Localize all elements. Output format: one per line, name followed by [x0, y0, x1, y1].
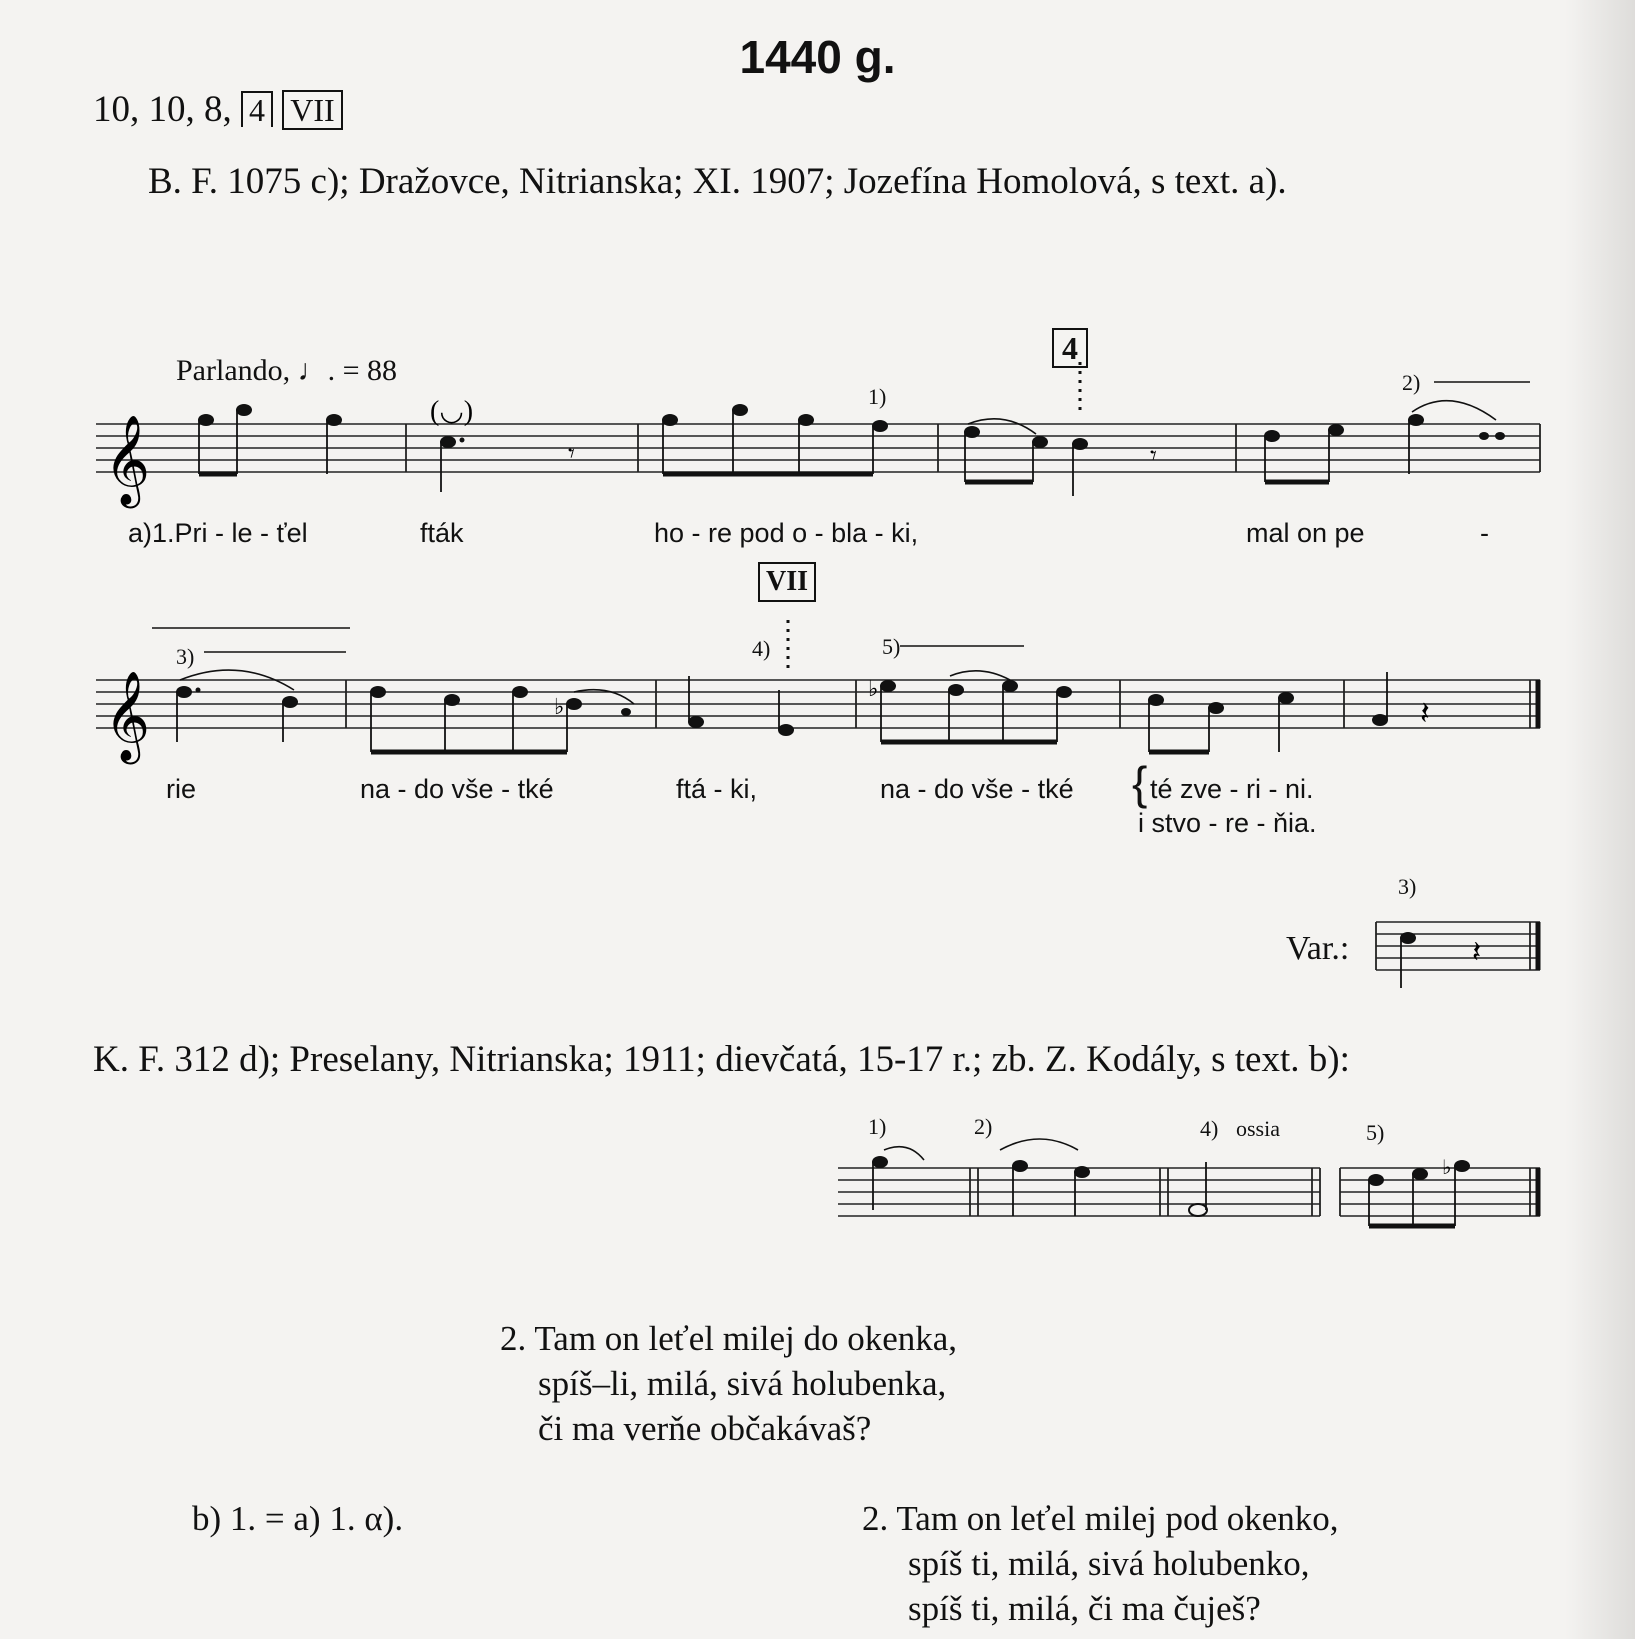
lyric-s2-6: i stvo - re - ňia.	[1138, 808, 1317, 838]
lyric-s2-3: ftá - ki,	[676, 774, 758, 804]
verse-b1: b) 1. = a) 1. α).	[192, 1499, 404, 1538]
treble-clef-icon-2: 𝄞	[104, 671, 151, 761]
lyric-s1-1: a)1.Pri - le - ťel	[128, 518, 308, 548]
verse-b2-line-2: spíš ti, milá, sivá holubenko,	[908, 1544, 1310, 1583]
svg-text:𝄽: 𝄽	[1472, 936, 1482, 969]
meter-numbers: 10, 10, 8,	[93, 89, 232, 130]
variant-label: Var.:	[1286, 930, 1350, 967]
source-b-footnote-1: 1)	[868, 1114, 887, 1139]
fermata-icon: (◡)	[430, 396, 474, 427]
meter-box-marker: VII	[282, 90, 342, 130]
lyric-s1-2: fták	[420, 518, 464, 548]
source-a-line: B. F. 1075 c); Dražovce, Nitrianska; XI. 1907; Jozefína Homolová, s text. a).	[148, 161, 1287, 202]
system2-footnote-5: 5)	[882, 634, 901, 659]
staff-system-1	[96, 362, 1540, 509]
lyric-brace: {	[1132, 757, 1148, 809]
rest-icon: 𝄾	[568, 439, 575, 468]
svg-text:♭: ♭	[554, 694, 565, 719]
page-title: 1440 g.	[739, 31, 896, 83]
source-b-footnote-5: 5)	[1366, 1120, 1385, 1145]
source-b-line: K. F. 312 d); Preselany, Nitrianska; 1911; dievčatá, 15-17 r.; zb. Z. Kodály, s text. b):	[93, 1039, 1350, 1080]
lyric-s1-4: mal on pe	[1246, 518, 1365, 548]
system2-box-marker: VII	[758, 562, 816, 602]
source-b-ossia: ossia	[1236, 1116, 1280, 1141]
system2-footnote-3: 3)	[176, 644, 195, 669]
rest-icon-2: 𝄾	[1150, 441, 1157, 470]
tempo-text: Parlando,	[176, 354, 291, 387]
system1-footnote-2: 2)	[1402, 370, 1421, 395]
lyric-s1-5: -	[1480, 518, 1489, 548]
verse-a2-line-3: či ma verňe občakávaš?	[538, 1409, 872, 1448]
svg-text:𝄽: 𝄽	[1420, 695, 1430, 731]
lyric-s2-4: na - do vše - tké	[880, 774, 1074, 804]
tempo-metronome: ♩. = 88	[297, 354, 398, 387]
lyric-s2-5: té zve - ri - ni.	[1150, 774, 1314, 804]
staff-system-2	[96, 620, 1540, 765]
system2-footnote-4: 4)	[752, 636, 771, 661]
verse-b2-line-3: spíš ti, milá, či ma čuješ?	[908, 1589, 1261, 1628]
staff-source-b	[838, 1139, 1540, 1226]
svg-text:♭: ♭	[868, 676, 879, 701]
source-b-footnote-4: 4)	[1200, 1116, 1219, 1141]
lyric-s2-1: rie	[166, 774, 197, 804]
system1-footnote-1: 1)	[868, 384, 887, 409]
lyric-s1-3: ho - re pod o - bla - ki,	[654, 518, 919, 548]
verse-a2-line-1: 2. Tam on leťel milej do okenka,	[500, 1319, 958, 1358]
treble-clef-icon: 𝄞	[104, 415, 151, 505]
page-edge-shadow	[1565, 0, 1635, 1639]
lyric-s2-2: na - do vše - tké	[360, 774, 554, 804]
system1-box-marker: 4	[1052, 328, 1088, 368]
variant-footnote: 3)	[1398, 874, 1417, 899]
verse-a2-line-2: spíš–li, milá, sivá holubenka,	[538, 1364, 947, 1403]
verse-b2-line-1: 2. Tam on leťel milej pod okenko,	[862, 1499, 1339, 1538]
meter-bracket-marker: 4	[241, 91, 273, 127]
svg-text:♭: ♭	[1442, 1157, 1452, 1179]
staff-variant	[1376, 922, 1540, 988]
source-b-footnote-2: 2)	[974, 1114, 993, 1139]
